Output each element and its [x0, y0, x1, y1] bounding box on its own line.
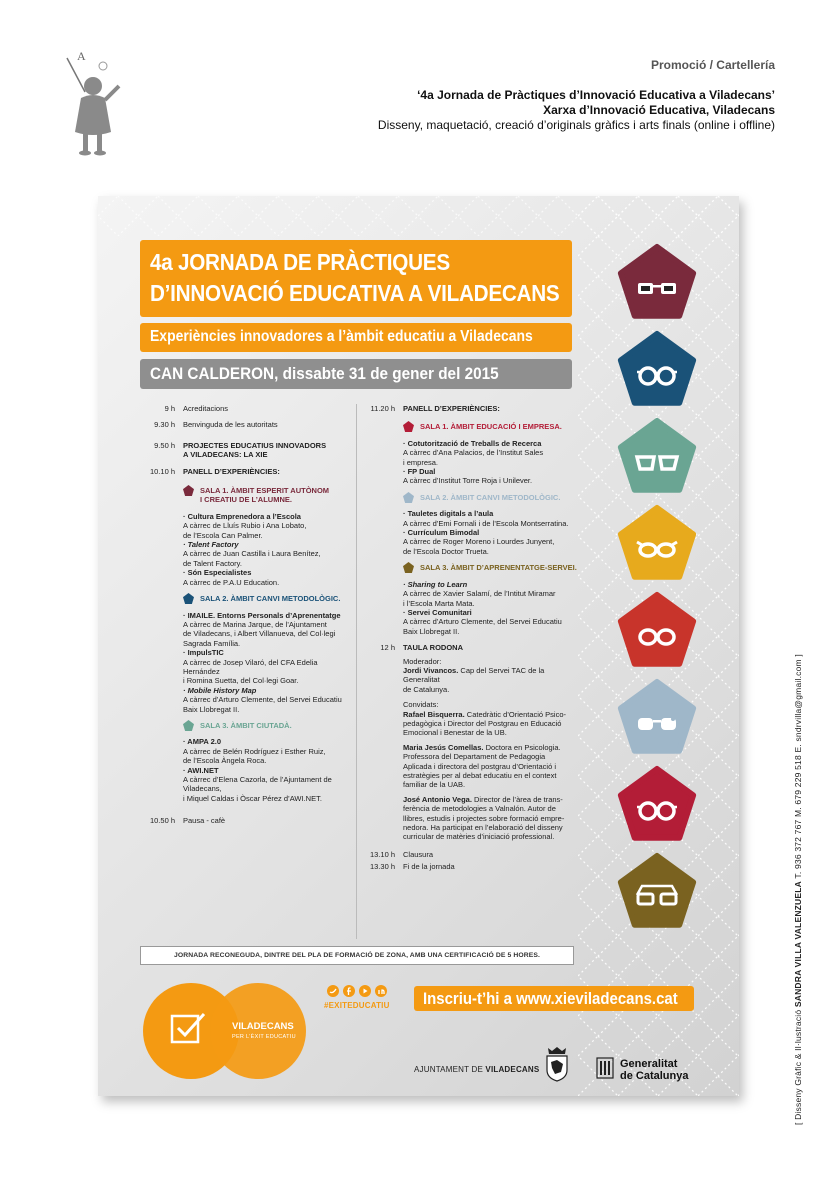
talk-item — [403, 509, 578, 528]
sala-heading — [183, 594, 348, 603]
panel-bio: estratègies per al debat educatiu en el context — [403, 771, 557, 780]
ajuntament-logo — [414, 1065, 539, 1074]
talk-title: · Mobile History Map — [183, 685, 257, 695]
program-row — [358, 862, 578, 871]
program-text: Benvinguda de les autoritats — [183, 420, 278, 430]
talk-title: · IMAILE. Entorns Personals d’Aprenentatge — [183, 610, 341, 620]
program-text: Clausura — [403, 849, 434, 859]
panel-bio: curricular de matèries d’iniciació professional. — [403, 832, 555, 842]
talk-title: · Cotutorització de Treballs de Recerca — [403, 438, 542, 448]
talk-title: · Servei Comunitari — [403, 607, 472, 617]
program-time: 13.30 h — [369, 862, 395, 872]
program-time: 13.10 h — [369, 849, 395, 859]
sala-heading — [403, 563, 578, 572]
program-time: 9.30 h — [154, 420, 175, 430]
program-text: Fi de la jornada — [403, 862, 455, 872]
title-banner — [140, 240, 572, 317]
talk-item — [403, 608, 578, 636]
pentagon-icon — [403, 562, 414, 573]
title-line-1: 4a JORNADA DE PRÀCTIQUES — [150, 249, 450, 275]
facebook-icon[interactable] — [343, 985, 355, 997]
program-time: 10.10 h — [149, 466, 175, 476]
program-row — [138, 441, 348, 460]
talk-speaker: A càrrec d’Emi Fornali i de l’Escola Montserratina. — [403, 518, 569, 528]
generalitat-logo — [620, 1058, 688, 1082]
talk-speaker: de Viladecans, i Albert Villanueva, del Col·legi — [183, 629, 336, 639]
talk-speaker: de Talent Factory. — [183, 558, 242, 568]
pentagon-icon — [183, 485, 194, 496]
sala-title: I CREATIU DE L’ALUMNE. — [200, 495, 292, 505]
talk-item — [403, 580, 578, 608]
program-text: PROJECTES EDUCATIUS INNOVADORS — [183, 440, 327, 450]
panel-bio: Cap del Servei TAC de la Generalitat — [403, 665, 545, 685]
talk-speaker: A càrrec d’Ana Palacios, de l’Institut Sales — [403, 448, 544, 458]
panel-person: Jordi Vivancos. — [403, 665, 459, 675]
talk-speaker: i empresa. — [403, 457, 439, 467]
sala-title: SALA 1. ÀMBIT EDUCACIÓ I EMPRESA. — [420, 422, 562, 432]
panel-bio: Professora del Departament de Pedagogia — [403, 752, 546, 762]
talk-speaker: A càrrec de Josep Vilaró, del CFA Edelia Hernández — [183, 657, 318, 676]
talk-item — [183, 648, 348, 686]
talk-title: · Currículum Bimodal — [403, 528, 480, 538]
panel-label: Moderador: — [403, 656, 442, 666]
panel-bio: familiar de la UAB. — [403, 780, 466, 790]
credit-email: E. sndrvilla@gmail.com ] — [793, 654, 803, 753]
talk-speaker: A càrrec de Marina Jarque, de l’Ajuntament — [183, 619, 327, 629]
sala-title: SALA 2. ÀMBIT CANVI METODOLÒGIC. — [200, 594, 341, 604]
panel-person: Rafael Bisquerra. — [403, 709, 465, 719]
talk-title: · Talent Factory — [183, 540, 239, 550]
project-title: ‘4a Jornada de Pràctiques d’Innovació Educativa a Viladecans’ — [417, 88, 775, 102]
column-divider — [356, 404, 357, 939]
talk-speaker: A càrrec de Lluís Rubio i Ana Lobato, — [183, 521, 307, 531]
youtube-icon[interactable] — [359, 985, 371, 997]
talk-item — [183, 766, 348, 804]
portfolio-category: Promoció / Cartellería — [650, 58, 775, 72]
talk-speaker: i Romina Suetta, del Col·legi Goar. — [183, 676, 299, 686]
sala-title: SALA 2. ÀMBIT CANVI METODOLÒGIC. — [420, 492, 561, 502]
program-right-column — [358, 404, 578, 872]
talk-speaker: de l’Escola Àngela Roca. — [183, 756, 267, 766]
program-text: TAULA RODONA — [403, 643, 463, 653]
sala-title: SALA 1. ÀMBIT ESPERIT AUTÒNOM — [200, 486, 330, 496]
program-text: PANELL D’EXPERIÈNCIES: — [183, 466, 280, 476]
talk-speaker: A càrrec d’Institut Torre Roja i Unilever. — [403, 476, 533, 486]
talk-speaker: A càrrec d’Elena Cazorla, de l’Ajuntament de Viladecans, — [183, 775, 332, 794]
talk-item — [403, 467, 578, 486]
generalitat-line: de Catalunya — [620, 1070, 689, 1082]
program-text: A VILADECANS: LA XIE — [183, 450, 268, 460]
talk-speaker: A càrrec de Roger Moreno i Lourdes Junyent, — [403, 537, 555, 547]
panel-bio: nedora. Ha participat en l’elaboració del disseny — [403, 823, 563, 833]
talk-speaker: de l’Escola Can Palmer. — [183, 530, 263, 540]
venue-banner — [140, 359, 572, 389]
talk-item — [403, 528, 578, 556]
talk-speaker: A càrrec d’Arturo Clemente, del Servei Educatiu — [403, 617, 562, 627]
talk-title: · Tauletes digitals a l’aula — [403, 509, 494, 519]
panel-bio: Director de l’àrea de trans- — [474, 794, 563, 804]
pentagon-icon — [183, 593, 194, 604]
pentagon-icon — [183, 720, 194, 731]
credit-phone: T. 936 372 767 — [793, 816, 803, 881]
program-row — [358, 850, 578, 859]
panel-label: Convidats: — [403, 700, 439, 710]
credit-prefix: [ Disseny Gràfic & Il·lustració — [793, 1007, 803, 1125]
talk-item — [183, 540, 348, 568]
panel-person: Maria Jesús Comellas. — [403, 742, 484, 752]
subtitle-banner — [140, 323, 572, 352]
talk-speaker: i l’Escola Marta Mata. — [403, 598, 475, 608]
talk-speaker: A càrrec de Xavier Salamí, de l’Intitut Miramar — [403, 589, 556, 599]
designer-credit — [793, 654, 803, 1125]
program-row — [138, 404, 348, 413]
program-text: PANELL D’EXPERIÈNCIES: — [403, 404, 500, 413]
pentagon-icon — [403, 421, 414, 432]
talk-speaker: A càrrec de Belén Rodríguez i Esther Ruiz, — [183, 746, 326, 756]
sala-heading — [403, 422, 578, 431]
program-text: Acreditacions — [183, 404, 229, 413]
linkedin-icon[interactable] — [375, 985, 387, 997]
talk-title: · AMPA 2.0 — [183, 737, 222, 747]
credit-name: SANDRA VILLA VALENZUELA — [793, 881, 803, 1008]
talk-title: · Són Especialistes — [183, 568, 252, 578]
ajuntament-prefix: AJUNTAMENT DE — [414, 1065, 486, 1074]
talk-item — [183, 512, 348, 540]
talk-speaker: Baix Llobregat II. — [183, 704, 240, 714]
illustrator-logo-icon — [55, 40, 135, 160]
talk-speaker: A càrrec de Juan Castilla i Laura Benítez, — [183, 549, 321, 559]
svg-text:A: A — [77, 49, 86, 63]
program-left-column — [138, 404, 348, 826]
generalitat-emblem-icon — [596, 1057, 614, 1079]
talk-item — [183, 568, 348, 587]
badge-name: VILADECANS — [232, 1021, 294, 1032]
panel-bio: Catedràtic d’Orientació Psico- — [466, 709, 567, 719]
program-row — [138, 420, 348, 429]
sala-heading — [183, 486, 348, 505]
hashtag: #EXITEDUCATIU — [324, 1001, 390, 1010]
talk-title: · Cultura Emprenedora a l’Escola — [183, 511, 301, 521]
program-row — [358, 643, 578, 652]
program-time: 11.20 h — [370, 404, 395, 413]
panel-bio: de Catalunya. — [403, 684, 450, 694]
twitter-icon[interactable] — [327, 985, 339, 997]
talk-speaker: i Miquel Caldas i Òscar Pérez d’AWI.NET. — [183, 793, 322, 803]
talk-speaker: A càrrec de P.A.U Education. — [183, 577, 280, 587]
program-text: Pausa - cafè — [183, 816, 226, 826]
program-row — [138, 467, 348, 476]
panel-guests — [403, 700, 578, 842]
talk-speaker: Baix Llobregat II. — [403, 626, 460, 636]
program-time: 9 h — [164, 404, 175, 413]
talk-speaker: Sagrada Família. — [183, 638, 241, 648]
generalitat-line: Generalitat — [620, 1058, 678, 1070]
registration-cta[interactable]: Inscriu-t’hi a www.xieviladecans.cat — [423, 989, 678, 1008]
program-row — [358, 404, 578, 413]
panel-bio: Doctora en Psicologia. — [485, 742, 561, 752]
portfolio-description — [378, 88, 775, 133]
talk-item — [183, 686, 348, 714]
program-row — [138, 816, 348, 825]
panel-moderator — [403, 657, 578, 695]
talk-item — [183, 737, 348, 765]
credit-mobile: M. 679 229 518 — [793, 752, 803, 817]
event-poster — [98, 196, 739, 1096]
social-icons — [326, 984, 396, 998]
panel-bio: llibres, estudis i projectes sobre formació empre- — [403, 813, 565, 823]
program-time: 10.50 h — [149, 816, 175, 826]
talk-speaker: A càrrec d’Arturo Clemente, del Servei Educatiu — [183, 695, 342, 705]
program-time: 12 h — [380, 643, 395, 653]
talk-title: · AWI.NET — [183, 765, 219, 775]
panel-bio: ferència de metodologies a Valnalón. Autor de — [403, 804, 556, 814]
ajuntament-name: VILADECANS — [485, 1065, 540, 1074]
talk-speaker: de l’Escola Doctor Trueta. — [403, 546, 489, 556]
recognition-note: JORNADA RECONEGUDA, DINTRE DEL PLA DE FORMACIÓ DE ZONA, AMB UNA CERTIFICACIÓ DE 5 HORES. — [140, 946, 574, 965]
sala-heading — [183, 721, 348, 730]
sala-title: SALA 3. ÀMBIT CIUTADÀ. — [200, 720, 292, 730]
panel-bio: Emocional i Benestar de la UB. — [403, 728, 507, 738]
program-time: 9.50 h — [154, 440, 175, 450]
badge-tagline: PER L’ÈXIT EDUCATIU — [232, 1034, 296, 1040]
coat-of-arms-icon — [544, 1046, 570, 1082]
registration-banner[interactable] — [414, 986, 694, 1011]
subtitle: Experiències innovadores a l’àmbit educatiu a Viladecans — [150, 328, 533, 345]
panel-bio: Aplicada i directora del postgrau d’Orientació i — [403, 761, 556, 771]
talk-title: · Sharing to Learn — [403, 579, 468, 589]
sala-heading — [403, 493, 578, 502]
talk-title: · FP Dual — [403, 467, 436, 477]
panel-bio: pedagògica i Director del Postgrau en Educació — [403, 718, 562, 728]
venue-date: CAN CALDERON, dissabte 31 de gener del 2015 — [150, 364, 499, 383]
title-line-2: D’INNOVACIÓ EDUCATIVA A VILADECANS — [150, 280, 560, 306]
panel-person: José Antonio Vega. — [403, 794, 472, 804]
talk-item — [183, 611, 348, 649]
talk-item — [403, 439, 578, 467]
checkbox-icon — [170, 1010, 210, 1046]
project-client: Xarxa d’Innovació Educativa, Viladecans — [543, 103, 775, 117]
pentagon-icon — [403, 492, 414, 503]
sala-title: SALA 3. ÀMBIT D’APRENENTATGE-SERVEI. — [420, 563, 577, 573]
project-services: Disseny, maquetació, creació d’originals gràfics i arts finals (online i offline) — [377, 118, 775, 132]
talk-title: · ImpulsTIC — [183, 648, 224, 658]
